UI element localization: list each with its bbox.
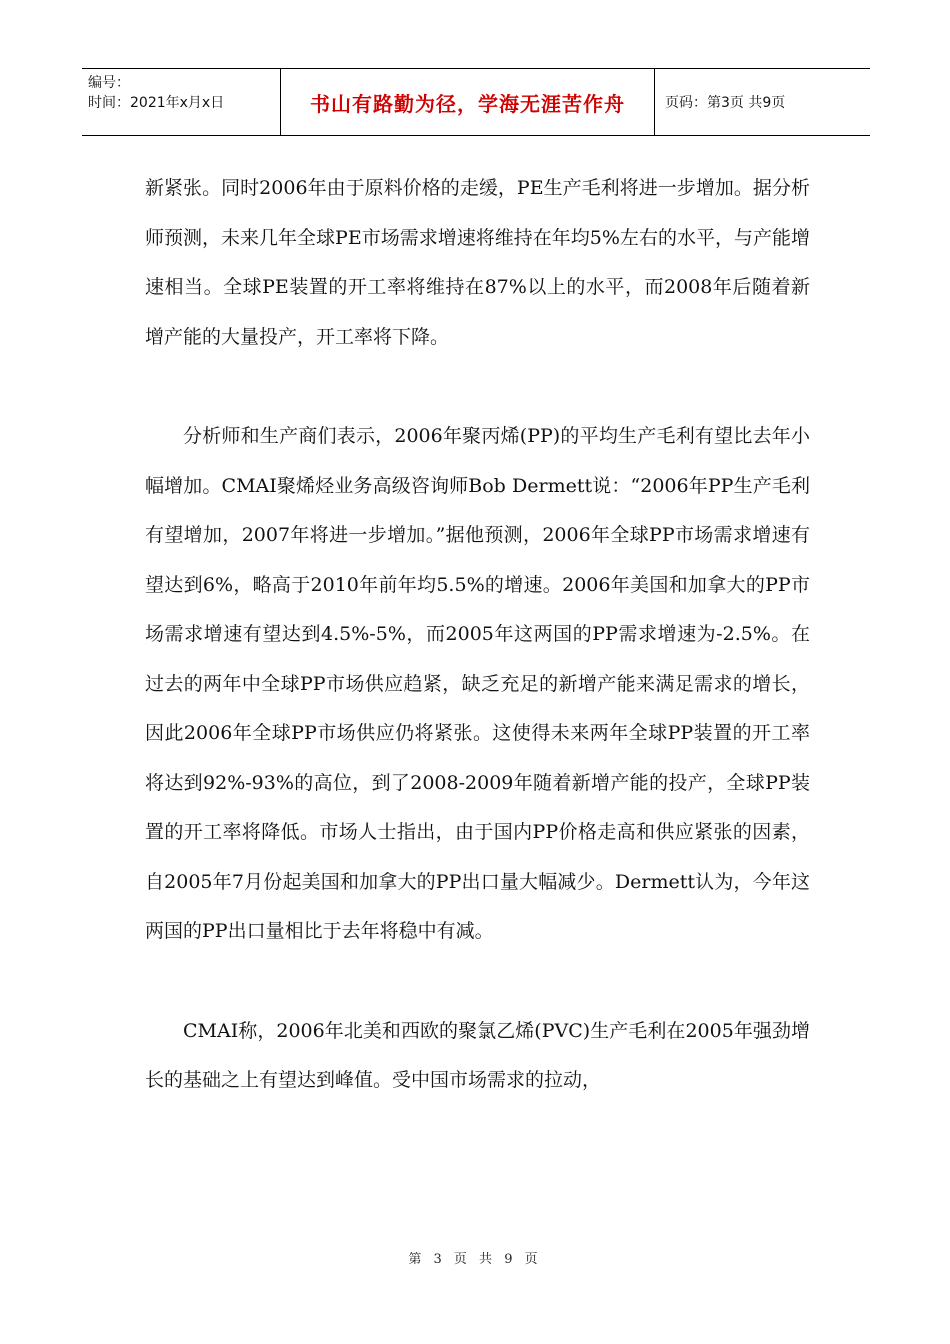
header-page-label: 页码：第3页 共9页 — [665, 95, 786, 111]
page-footer: 第 3 页 共 9 页 — [408, 1252, 542, 1267]
paragraph-2: 分析师和生产商们表示，2006年聚丙烯(PP)的平均生产毛利有望比去年小幅增加。CMAI聚烯烃业务高级咨询师Bob Dermett说：“2006年PP生产毛利有望增加，2007年将进一步增加。”据他预测，2006年全球PP市场需求增速有望达到6%，略高于2010年前年均5.5%的增速。2006年美国和加拿大的PP市场需求增速有望达到4.5%-5%，而2005年这两国的PP需求增速为-2.5%。在过去的两年中全球PP市场供应趋紧，缺乏充足的新增产能来满足需求的增长，因此2006年全球PP市场供应仍将紧张。这使得未来两年全球PP装置的开工率将达到92%-93%的高位，到了2008-2009年随着新增产能的投产，全球PP装置的开工率将降低。市场人士指出，由于国内PP价格走高和供应紧张的因素，自2005年7月份起美国和加拿大的PP出口量大幅减少。Dermett认为，今年这两国的PP出口量相比于去年将稳中有减。 — [145, 425, 810, 942]
header-page-cell — [655, 69, 870, 135]
document-body — [145, 164, 810, 1106]
document-number-label: 编号： — [88, 75, 130, 91]
paragraph-1: 新紧张。同时2006年由于原料价格的走缓，PE生产毛利将进一步增加。据分析师预测，未来几年全球PE市场需求增速将维持在年均5%左右的水平，与产能增速相当。全球PE装置的开工率将维持在87%以上的水平，而2008年后随着新增产能的大量投产，开工率将下降。 — [145, 177, 810, 348]
header-motto: 书山有路勤为径，学海无涯苦作舟 — [310, 91, 625, 116]
header-motto-cell — [281, 69, 655, 135]
header-meta-cell — [82, 69, 281, 135]
paragraph-3: CMAI称，2006年北美和西欧的聚氯乙烯(PVC)生产毛利在2005年强劲增长的基础之上有望达到峰值。受中国市场需求的拉动， — [145, 1019, 810, 1091]
header-table — [82, 68, 870, 136]
document-time-label: 时间：2021年x月x日 — [88, 95, 225, 111]
